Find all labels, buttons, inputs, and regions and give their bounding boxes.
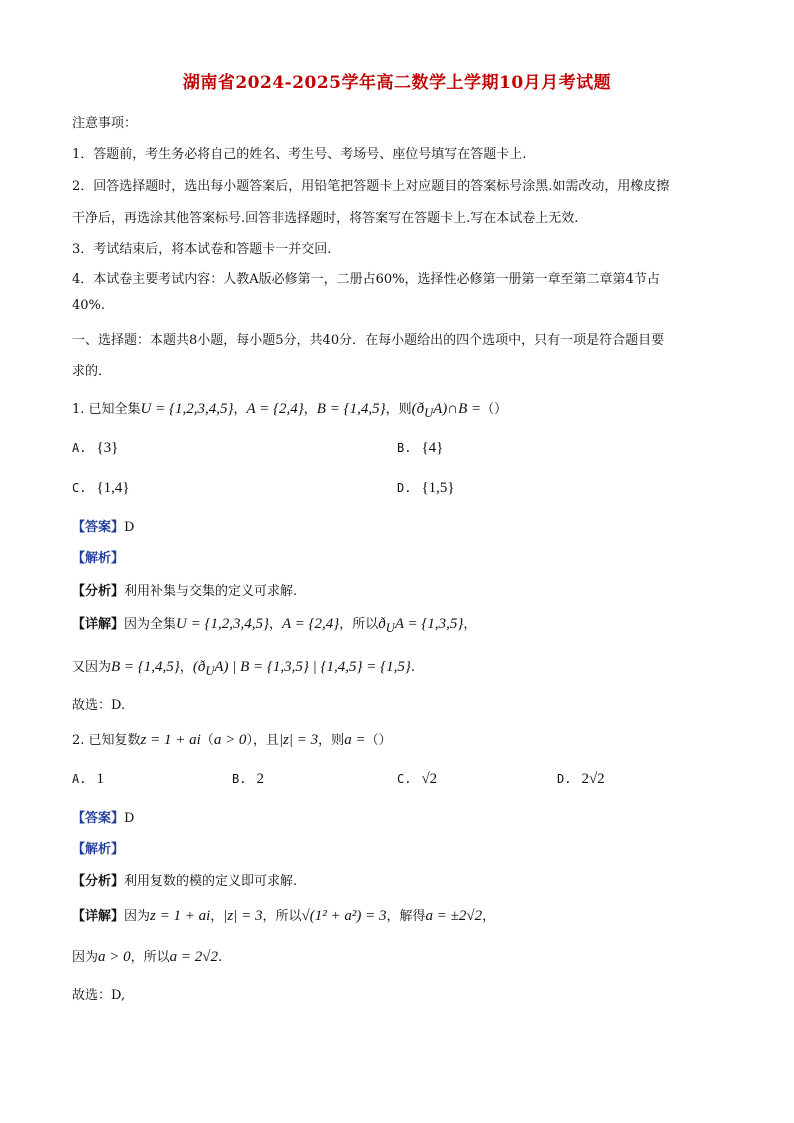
conclusion-line: 故选：D. [72,698,126,713]
fenxi-line: 【分析】利用补集与交集的定义可求解. [72,584,298,599]
detail-line-1: 【详解】因为z = 1 + ai，|z| = 3，所以√(1² + a²) = 3，解得a = ±2√2， [72,908,496,924]
question-1-stem: 1. 已知全集U = {1,2,3,4,5}，A = {2,4}，B = {1,4,5}，则$(ð_UA)\cap B$ =（） [72,401,508,420]
notice-item: 3．考试结束后，将本试卷和答题卡一并交回. [72,242,332,257]
notice-item: 2．回答选择题时，选出每小题答案后，用铅笔把答题卡上对应题目的答案标号涂黑.如需改动，用橡皮擦 [72,179,670,194]
question-2-stem: 2. 已知复数z = 1 + ai（a > 0），且|z| = 3，则a =（） [72,732,392,748]
detail-line-2: 因为a > 0，所以a = 2√2. [72,949,223,965]
detail-line-2: 又因为B = {1,4,5}，$(ð_UA)$ | B = {1,3,5} | {1,4,5} = {1,5}. [72,659,416,678]
fenxi-line: 【分析】利用复数的模的定义即可求解. [72,874,298,889]
set-b: B = {1,4,5} [316,401,386,417]
detail-line-1: 【详解】因为全集U = {1,2,3,4,5}，A = {2,4}，所以$ð_UA = \{1,3,5\}$， [72,616,477,635]
analysis-tag: 【解析】 [72,551,125,566]
answer-line: 【答案】D [72,811,135,826]
set-expression: $(ð_UA)\cap B$ = [411,401,482,420]
conclusion-line: 故选：D, [72,988,126,1003]
option-c[interactable]: C. {1,4} [72,480,130,496]
option-a[interactable]: A. 1 [72,771,104,787]
option-a[interactable]: A. {3} [72,440,119,456]
notice-item: 4．本试卷主要考试内容：人教A版必修第一，二册占60%，选择性必修第一册第一章至第二章第4节占 [72,272,660,287]
set-u: U = {1,2,3,4,5} [140,401,234,417]
page-title: 湖南省2024-2025学年高二数学上学期10月月考试题 [182,73,612,93]
notice-item: 1．答题前，考生务必将自己的姓名、考生号、考场号、座位号填写在答题卡上. [72,147,527,162]
analysis-tag: 【解析】 [72,842,125,857]
notice-heading: 注意事项： [72,116,138,131]
notice-item: 干净后，再选涂其他答案标号.回答非选择题时，将答案写在答题卡上.写在本试卷上无效. [72,211,579,226]
option-b[interactable]: B. {4} [397,440,444,456]
notice-item: 40%. [72,298,106,313]
option-d[interactable]: D. {1,5} [397,480,455,496]
set-a: A = {2,4} [246,401,304,417]
section-heading-cont: 求的． [72,364,112,379]
option-b[interactable]: B. 2 [232,771,264,787]
section-heading: 一、选择题：本题共8小题，每小题5分，共40分．在每小题给出的四个选项中，只有一项是符合题目要 [72,333,665,348]
answer-line: 【答案】D [72,520,135,535]
option-d[interactable]: D. 2√2 [557,771,605,787]
option-c[interactable]: C. √2 [397,771,438,787]
